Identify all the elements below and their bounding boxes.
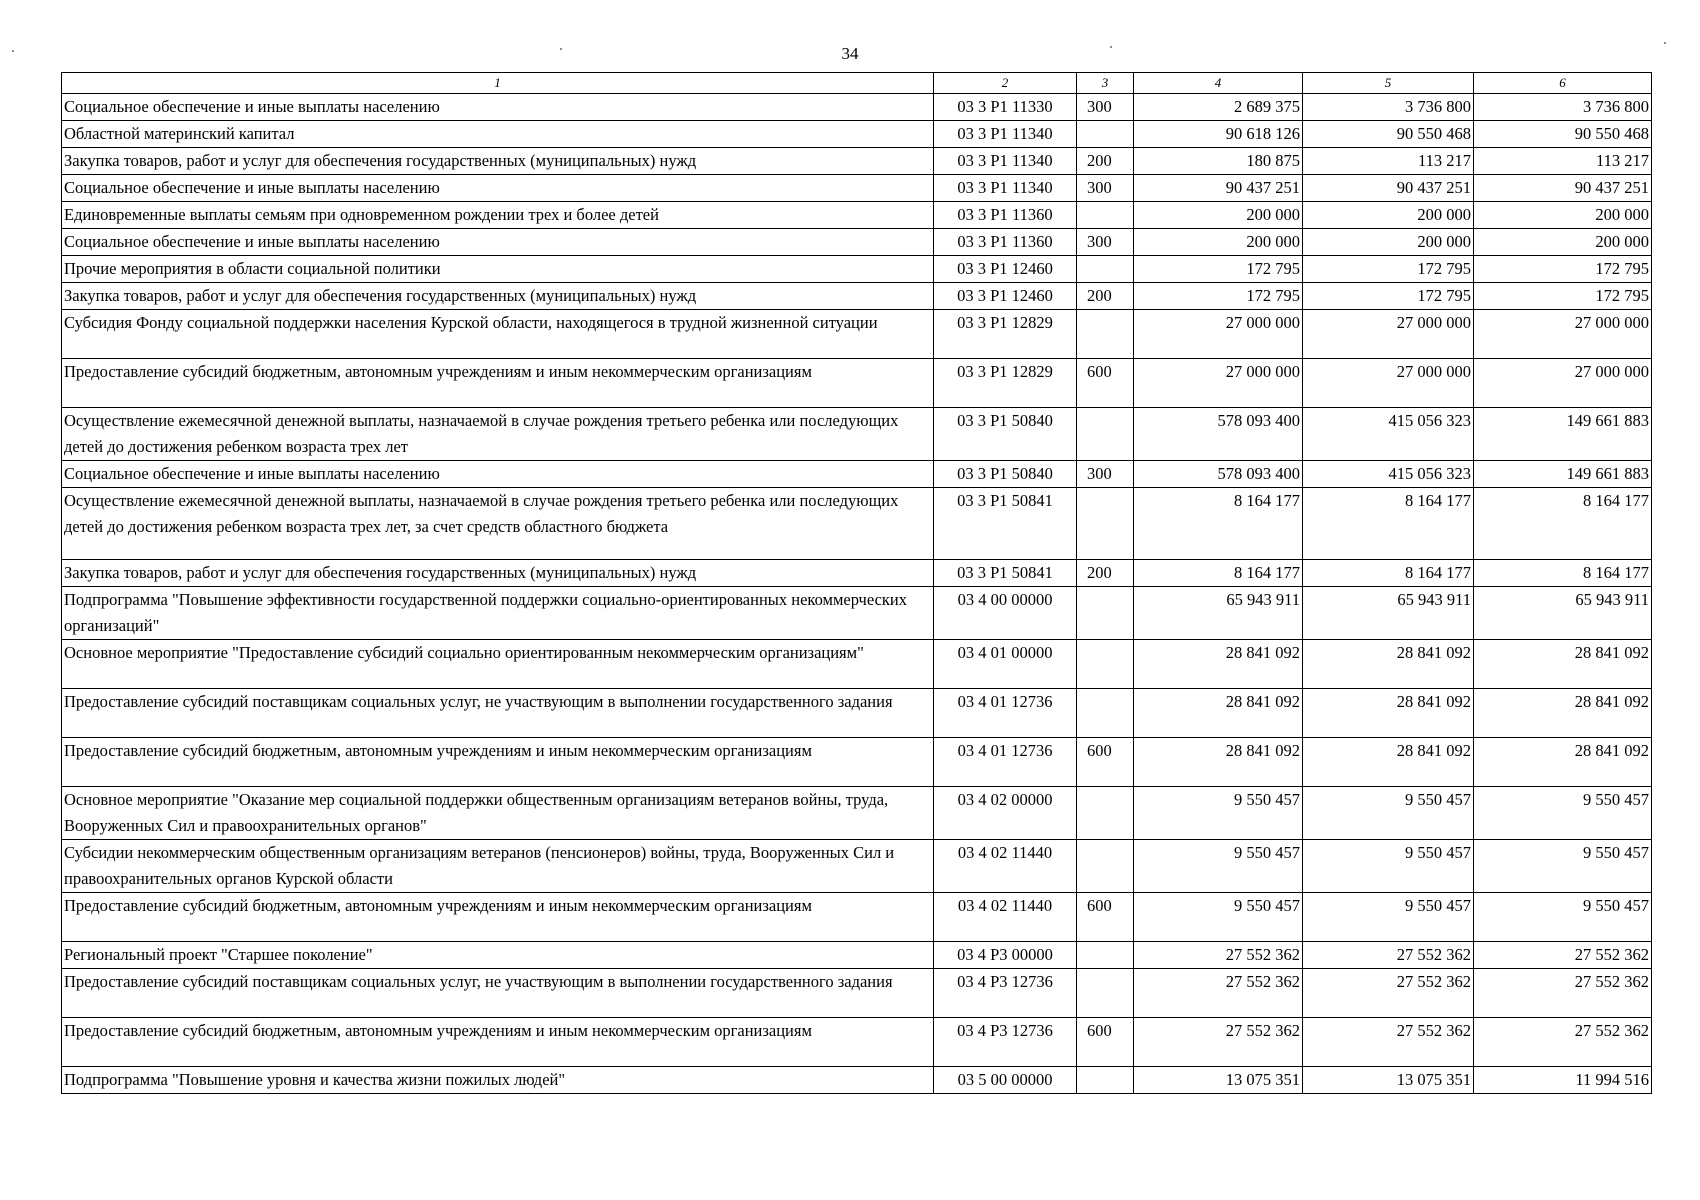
row-amount-col6-cell: 149 661 883 — [1474, 461, 1652, 488]
row-code-cell: 03 4 02 00000 — [934, 787, 1077, 840]
row-code-cell: 03 3 P1 11340 — [934, 175, 1077, 202]
column-header: 3 — [1077, 73, 1134, 94]
row-amount-col4-cell: 8 164 177 — [1134, 560, 1303, 587]
row-amount-col5-cell: 90 550 468 — [1303, 121, 1474, 148]
row-amount-col6-cell: 28 841 092 — [1474, 640, 1652, 689]
row-name-cell: Осуществление ежемесячной денежной выплаты, назначаемой в случае рождения третьего ребенка или последующих детей до достижения ребенком возраста трех лет, за счет средств областного бюджета — [62, 488, 934, 560]
row-amount-col4-cell: 9 550 457 — [1134, 787, 1303, 840]
row-amount-col5-cell: 8 164 177 — [1303, 560, 1474, 587]
scan-speck — [1110, 46, 1112, 48]
row-code-cell: 03 3 P1 11330 — [934, 94, 1077, 121]
row-amount-col4-cell: 90 437 251 — [1134, 175, 1303, 202]
row-name-cell: Основное мероприятие "Предоставление субсидий социально ориентированным некоммерческим организациям" — [62, 640, 934, 689]
row-expense-type-cell: 200 — [1077, 148, 1134, 175]
row-expense-type-cell: 300 — [1077, 461, 1134, 488]
row-amount-col5-cell: 27 552 362 — [1303, 969, 1474, 1018]
row-name-cell: Закупка товаров, работ и услуг для обеспечения государственных (муниципальных) нужд — [62, 148, 934, 175]
table-row — [62, 488, 1652, 560]
row-code-cell: 03 3 P1 11360 — [934, 229, 1077, 256]
row-name-cell: Субсидии некоммерческим общественным организациям ветеранов (пенсионеров) войны, труда, Вооруженных Сил и правоохранительных органов Курской области — [62, 840, 934, 893]
row-code-cell: 03 3 P1 12829 — [934, 310, 1077, 359]
table-row — [62, 969, 1652, 1018]
row-amount-col5-cell: 415 056 323 — [1303, 408, 1474, 461]
row-amount-col4-cell: 200 000 — [1134, 229, 1303, 256]
row-name-cell: Закупка товаров, работ и услуг для обеспечения государственных (муниципальных) нужд — [62, 283, 934, 310]
row-amount-col5-cell: 200 000 — [1303, 229, 1474, 256]
row-expense-type-cell: 200 — [1077, 560, 1134, 587]
row-amount-col6-cell: 9 550 457 — [1474, 787, 1652, 840]
row-amount-col6-cell: 27 552 362 — [1474, 942, 1652, 969]
row-code-cell: 03 3 P1 11340 — [934, 121, 1077, 148]
row-name-cell: Предоставление субсидий поставщикам социальных услуг, не участвующим в выполнении государственного задания — [62, 969, 934, 1018]
table-row — [62, 942, 1652, 969]
row-name-cell: Подпрограмма "Повышение эффективности государственной поддержки социально-ориентированных некоммерческих организаций" — [62, 587, 934, 640]
row-name-cell: Социальное обеспечение и иные выплаты населению — [62, 229, 934, 256]
row-expense-type-cell — [1077, 640, 1134, 689]
row-expense-type-cell — [1077, 256, 1134, 283]
table-row — [62, 408, 1652, 461]
row-amount-col6-cell: 28 841 092 — [1474, 689, 1652, 738]
row-name-cell: Подпрограмма "Повышение уровня и качества жизни пожилых людей" — [62, 1067, 934, 1094]
row-name-cell: Осуществление ежемесячной денежной выплаты, назначаемой в случае рождения третьего ребенка или последующих детей до достижения ребенком возраста трех лет — [62, 408, 934, 461]
table-row — [62, 148, 1652, 175]
row-expense-type-cell: 300 — [1077, 175, 1134, 202]
row-code-cell: 03 3 P1 12460 — [934, 256, 1077, 283]
row-code-cell: 03 4 P3 12736 — [934, 969, 1077, 1018]
table-row — [62, 121, 1652, 148]
row-amount-col4-cell: 578 093 400 — [1134, 408, 1303, 461]
row-name-cell: Субсидия Фонду социальной поддержки населения Курской области, находящегося в трудной жизненной ситуации — [62, 310, 934, 359]
row-expense-type-cell: 600 — [1077, 359, 1134, 408]
row-name-cell: Социальное обеспечение и иные выплаты населению — [62, 94, 934, 121]
row-amount-col6-cell: 9 550 457 — [1474, 893, 1652, 942]
row-amount-col5-cell: 27 000 000 — [1303, 310, 1474, 359]
row-amount-col6-cell: 3 736 800 — [1474, 94, 1652, 121]
row-amount-col4-cell: 9 550 457 — [1134, 840, 1303, 893]
row-code-cell: 03 4 02 11440 — [934, 840, 1077, 893]
row-amount-col5-cell: 27 000 000 — [1303, 359, 1474, 408]
table-row — [62, 1018, 1652, 1067]
row-amount-col6-cell: 27 552 362 — [1474, 969, 1652, 1018]
row-name-cell: Прочие мероприятия в области социальной политики — [62, 256, 934, 283]
row-code-cell: 03 3 P1 11340 — [934, 148, 1077, 175]
row-expense-type-cell — [1077, 689, 1134, 738]
row-amount-col5-cell: 28 841 092 — [1303, 689, 1474, 738]
table-row — [62, 840, 1652, 893]
row-code-cell: 03 4 02 11440 — [934, 893, 1077, 942]
row-code-cell: 03 3 P1 12829 — [934, 359, 1077, 408]
row-expense-type-cell — [1077, 1067, 1134, 1094]
row-expense-type-cell — [1077, 121, 1134, 148]
row-expense-type-cell: 300 — [1077, 94, 1134, 121]
row-code-cell: 03 3 P1 50840 — [934, 461, 1077, 488]
row-amount-col5-cell: 172 795 — [1303, 256, 1474, 283]
row-name-cell: Социальное обеспечение и иные выплаты населению — [62, 175, 934, 202]
table-row — [62, 560, 1652, 587]
row-amount-col5-cell: 28 841 092 — [1303, 738, 1474, 787]
row-amount-col6-cell: 90 437 251 — [1474, 175, 1652, 202]
row-code-cell: 03 4 00 00000 — [934, 587, 1077, 640]
row-amount-col4-cell: 8 164 177 — [1134, 488, 1303, 560]
row-amount-col4-cell: 90 618 126 — [1134, 121, 1303, 148]
row-amount-col5-cell: 9 550 457 — [1303, 893, 1474, 942]
row-expense-type-cell — [1077, 408, 1134, 461]
page-number: 34 — [841, 44, 859, 63]
row-amount-col4-cell: 28 841 092 — [1134, 689, 1303, 738]
table-row — [62, 461, 1652, 488]
row-amount-col4-cell: 28 841 092 — [1134, 738, 1303, 787]
row-amount-col5-cell: 90 437 251 — [1303, 175, 1474, 202]
scan-speck — [12, 50, 14, 52]
table-row — [62, 229, 1652, 256]
row-amount-col4-cell: 27 552 362 — [1134, 969, 1303, 1018]
table-header — [62, 73, 1652, 94]
table-row — [62, 738, 1652, 787]
row-amount-col4-cell: 172 795 — [1134, 283, 1303, 310]
row-amount-col5-cell: 9 550 457 — [1303, 840, 1474, 893]
table-row — [62, 175, 1652, 202]
row-name-cell: Предоставление субсидий бюджетным, автономным учреждениям и иным некоммерческим организациям — [62, 359, 934, 408]
row-expense-type-cell — [1077, 942, 1134, 969]
row-amount-col6-cell: 11 994 516 — [1474, 1067, 1652, 1094]
row-amount-col4-cell: 27 000 000 — [1134, 310, 1303, 359]
row-name-cell: Социальное обеспечение и иные выплаты населению — [62, 461, 934, 488]
row-name-cell: Закупка товаров, работ и услуг для обеспечения государственных (муниципальных) нужд — [62, 560, 934, 587]
row-code-cell: 03 3 P1 50841 — [934, 488, 1077, 560]
row-code-cell: 03 3 P1 50841 — [934, 560, 1077, 587]
row-expense-type-cell — [1077, 488, 1134, 560]
row-amount-col5-cell: 27 552 362 — [1303, 942, 1474, 969]
row-amount-col6-cell: 27 552 362 — [1474, 1018, 1652, 1067]
row-amount-col5-cell: 27 552 362 — [1303, 1018, 1474, 1067]
row-amount-col5-cell: 200 000 — [1303, 202, 1474, 229]
table-row — [62, 893, 1652, 942]
row-amount-col5-cell: 65 943 911 — [1303, 587, 1474, 640]
column-header: 5 — [1303, 73, 1474, 94]
row-amount-col6-cell: 172 795 — [1474, 283, 1652, 310]
row-expense-type-cell: 600 — [1077, 738, 1134, 787]
table-row — [62, 256, 1652, 283]
row-amount-col6-cell: 28 841 092 — [1474, 738, 1652, 787]
row-amount-col4-cell: 200 000 — [1134, 202, 1303, 229]
table-row — [62, 283, 1652, 310]
row-amount-col4-cell: 172 795 — [1134, 256, 1303, 283]
row-expense-type-cell — [1077, 787, 1134, 840]
row-name-cell: Единовременные выплаты семьям при одновременном рождении трех и более детей — [62, 202, 934, 229]
row-code-cell: 03 3 P1 11360 — [934, 202, 1077, 229]
column-header: 6 — [1474, 73, 1652, 94]
row-amount-col4-cell: 65 943 911 — [1134, 587, 1303, 640]
scan-speck — [560, 48, 562, 50]
column-header: 1 — [62, 73, 934, 94]
table-row — [62, 202, 1652, 229]
row-amount-col4-cell: 27 552 362 — [1134, 942, 1303, 969]
row-amount-col5-cell: 13 075 351 — [1303, 1067, 1474, 1094]
table-row — [62, 787, 1652, 840]
scan-speck — [1664, 42, 1666, 44]
row-expense-type-cell — [1077, 840, 1134, 893]
row-name-cell: Предоставление субсидий бюджетным, автономным учреждениям и иным некоммерческим организациям — [62, 738, 934, 787]
table-row — [62, 94, 1652, 121]
row-name-cell: Региональный проект "Старшее поколение" — [62, 942, 934, 969]
row-name-cell: Основное мероприятие "Оказание мер социальной поддержки общественным организациям ветеранов войны, труда, Вооруженных Сил и правоохранительных органов" — [62, 787, 934, 840]
table-row — [62, 310, 1652, 359]
row-amount-col4-cell: 27 552 362 — [1134, 1018, 1303, 1067]
row-amount-col4-cell: 578 093 400 — [1134, 461, 1303, 488]
row-amount-col6-cell: 90 550 468 — [1474, 121, 1652, 148]
budget-table — [61, 72, 1652, 1094]
column-header: 4 — [1134, 73, 1303, 94]
row-amount-col4-cell: 28 841 092 — [1134, 640, 1303, 689]
row-amount-col5-cell: 3 736 800 — [1303, 94, 1474, 121]
row-expense-type-cell — [1077, 202, 1134, 229]
row-amount-col5-cell: 8 164 177 — [1303, 488, 1474, 560]
row-amount-col4-cell: 2 689 375 — [1134, 94, 1303, 121]
row-name-cell: Областной материнский капитал — [62, 121, 934, 148]
row-amount-col6-cell: 8 164 177 — [1474, 488, 1652, 560]
row-expense-type-cell — [1077, 969, 1134, 1018]
row-name-cell: Предоставление субсидий поставщикам социальных услуг, не участвующим в выполнении государственного задания — [62, 689, 934, 738]
row-expense-type-cell: 300 — [1077, 229, 1134, 256]
table-row — [62, 1067, 1652, 1094]
row-code-cell: 03 3 P1 12460 — [934, 283, 1077, 310]
row-amount-col6-cell: 200 000 — [1474, 229, 1652, 256]
row-amount-col5-cell: 172 795 — [1303, 283, 1474, 310]
row-amount-col5-cell: 415 056 323 — [1303, 461, 1474, 488]
table-row — [62, 359, 1652, 408]
row-amount-col4-cell: 9 550 457 — [1134, 893, 1303, 942]
row-amount-col4-cell: 180 875 — [1134, 148, 1303, 175]
row-code-cell: 03 3 P1 50840 — [934, 408, 1077, 461]
row-code-cell: 03 4 01 12736 — [934, 738, 1077, 787]
row-amount-col6-cell: 27 000 000 — [1474, 310, 1652, 359]
row-amount-col5-cell: 28 841 092 — [1303, 640, 1474, 689]
row-expense-type-cell: 600 — [1077, 893, 1134, 942]
row-amount-col5-cell: 113 217 — [1303, 148, 1474, 175]
row-amount-col6-cell: 200 000 — [1474, 202, 1652, 229]
row-amount-col5-cell: 9 550 457 — [1303, 787, 1474, 840]
table-row — [62, 640, 1652, 689]
row-amount-col4-cell: 27 000 000 — [1134, 359, 1303, 408]
table-body — [62, 94, 1652, 1094]
row-expense-type-cell: 200 — [1077, 283, 1134, 310]
row-amount-col6-cell: 27 000 000 — [1474, 359, 1652, 408]
table-row — [62, 587, 1652, 640]
row-amount-col4-cell: 13 075 351 — [1134, 1067, 1303, 1094]
row-amount-col6-cell: 149 661 883 — [1474, 408, 1652, 461]
row-amount-col6-cell: 65 943 911 — [1474, 587, 1652, 640]
row-name-cell: Предоставление субсидий бюджетным, автономным учреждениям и иным некоммерческим организациям — [62, 893, 934, 942]
row-code-cell: 03 4 P3 12736 — [934, 1018, 1077, 1067]
row-code-cell: 03 5 00 00000 — [934, 1067, 1077, 1094]
table-row — [62, 689, 1652, 738]
column-header: 2 — [934, 73, 1077, 94]
row-amount-col6-cell: 172 795 — [1474, 256, 1652, 283]
row-code-cell: 03 4 01 00000 — [934, 640, 1077, 689]
row-expense-type-cell — [1077, 587, 1134, 640]
row-amount-col6-cell: 9 550 457 — [1474, 840, 1652, 893]
row-amount-col6-cell: 113 217 — [1474, 148, 1652, 175]
row-amount-col6-cell: 8 164 177 — [1474, 560, 1652, 587]
row-code-cell: 03 4 P3 00000 — [934, 942, 1077, 969]
row-name-cell: Предоставление субсидий бюджетным, автономным учреждениям и иным некоммерческим организациям — [62, 1018, 934, 1067]
row-expense-type-cell: 600 — [1077, 1018, 1134, 1067]
row-expense-type-cell — [1077, 310, 1134, 359]
row-code-cell: 03 4 01 12736 — [934, 689, 1077, 738]
